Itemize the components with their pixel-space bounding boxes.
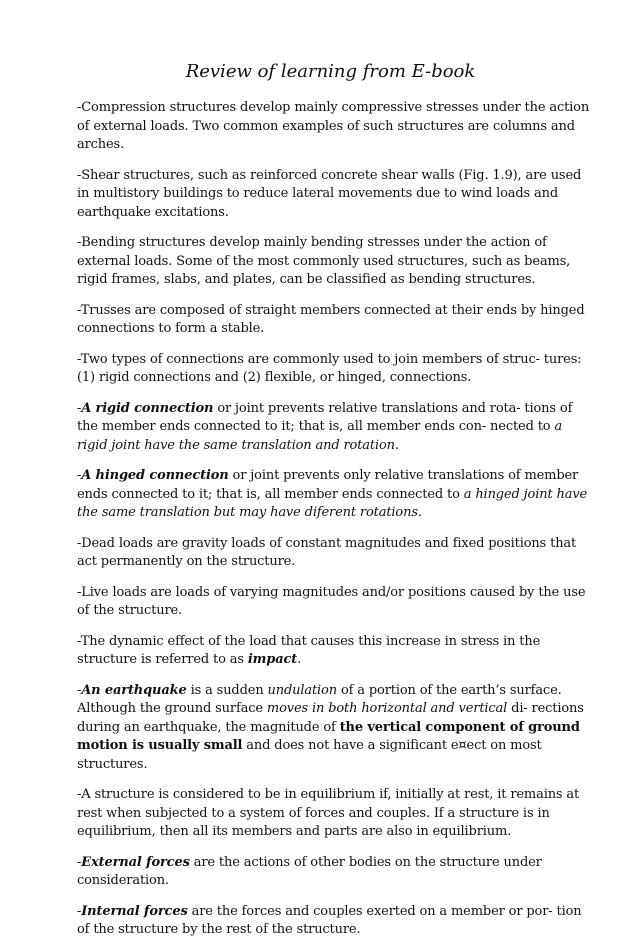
- paragraph: [77, 854, 594, 891]
- text-run: -: [77, 682, 82, 698]
- text-run: -Dead loads are gravity loads of constant magnitudes and fixed positions that act permanently on the structure.: [77, 535, 577, 569]
- text-run: -Two types of connections are commonly used to join members of struc- tures: (1) rigid connections and (2) flexible, or hinged, connections.: [77, 351, 582, 385]
- emphasis-run: A rigid connection: [81, 400, 214, 416]
- emphasis-run: moves in both horizontal and vertical: [266, 701, 508, 716]
- text-run: and does not have a significant e¤ect on most structures.: [77, 738, 542, 772]
- text-run: -: [77, 903, 82, 919]
- page-title: Review of learning from E-book: [185, 61, 476, 82]
- text-run: -: [77, 854, 82, 870]
- paragraph: [77, 234, 594, 290]
- emphasis-run: the vertical component of ground motion is usually small: [77, 719, 580, 753]
- paragraph: [77, 467, 594, 523]
- paragraph: [77, 786, 594, 842]
- text-run: .: [297, 652, 302, 667]
- text-run: -Live loads are loads of varying magnitudes and/or positions caused by the use of the structure.: [77, 584, 586, 618]
- text-run: di- rections during an earthquake, the magnitude of: [77, 701, 584, 735]
- paragraph: [77, 167, 594, 223]
- paragraph: [77, 99, 594, 155]
- text-run: -A structure is considered to be in equilibrium if, initially at rest, it remains at rest when subjected to a system of forces and couples. If a structure is in equilibrium, then all its members and parts are also in equilibrium.: [77, 787, 580, 839]
- document-body: [77, 99, 594, 940]
- text-run: -Shear structures, such as reinforced concrete shear walls (Fig. 1.9), are used in multistory buildings to reduce lateral movements due to wind loads and earthquake excitations.: [77, 167, 582, 220]
- paragraph: [77, 682, 594, 775]
- text-run: -Bending structures develop mainly bending stresses under the action of external loads. Some of the most commonly used structures, such as beams, rigid frames, slabs, and plates, can be classified as bending structures.: [77, 235, 571, 287]
- text-run: or joint prevents only relative translations of member ends connected to it; that is, all member ends connected to: [77, 468, 579, 502]
- text-run: -: [77, 468, 82, 483]
- text-run: are the forces and couples exerted on a member or por- tion of the structure by the rest of the structure.: [77, 903, 582, 937]
- emphasis-run: a hinged joint have the same translation but may have diferent rotations.: [77, 486, 588, 520]
- emphasis-run: a rigid joint have the same translation and rotation.: [77, 419, 563, 453]
- text-run: or joint prevents relative translations and rota- tions of the member ends connected to it; that is, all member ends con- nected to: [77, 400, 573, 434]
- text-run: is a sudden: [186, 682, 268, 698]
- emphasis-run: impact: [247, 652, 298, 667]
- emphasis-run: A hinged connection: [81, 468, 229, 483]
- paragraph: [77, 302, 594, 339]
- emphasis-run: External forces: [81, 854, 190, 870]
- text-run: -Compression structures develop mainly compressive stresses under the action of external loads. Two common examples of such structures are columns and arches.: [77, 100, 590, 152]
- text-run: -The dynamic effect of the load that causes this increase in stress in the structure is referred to as: [77, 633, 541, 667]
- text-run: -Trusses are composed of straight members connected at their ends by hinged connections to form a stable.: [77, 302, 585, 336]
- emphasis-run: Internal forces: [81, 903, 188, 919]
- text-run: of a portion of the earth’s surface. Although the ground surface: [77, 682, 562, 716]
- paragraph: [77, 903, 594, 940]
- paragraph: [77, 535, 594, 572]
- paragraph: [77, 400, 594, 456]
- emphasis-run: undulation: [267, 682, 337, 698]
- paragraph: [77, 584, 594, 621]
- text-run: are the actions of other bodies on the structure under consideration.: [77, 854, 542, 888]
- paragraph: [77, 633, 594, 670]
- text-run: -: [77, 400, 82, 416]
- paragraph: [77, 351, 594, 388]
- emphasis-run: An earthquake: [81, 682, 187, 698]
